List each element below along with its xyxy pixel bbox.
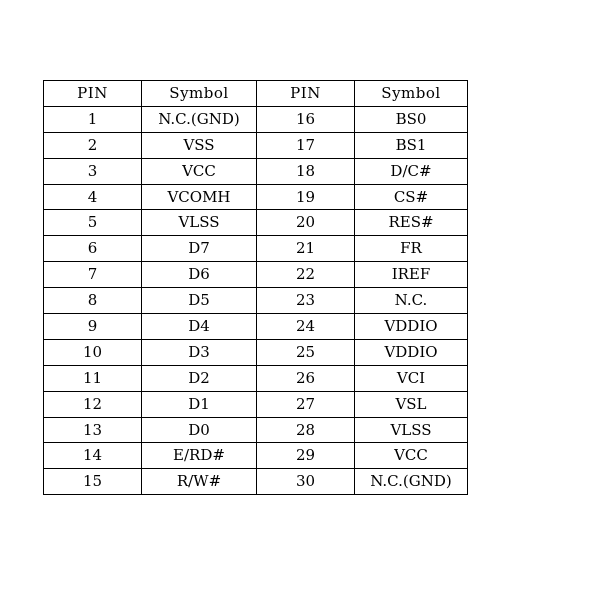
pin-number-cell: 8 (44, 288, 142, 314)
table-row (44, 184, 468, 210)
symbol-cell: D3 (142, 339, 257, 365)
symbol-cell: VLSS (355, 417, 468, 443)
pin-number-cell: 29 (257, 443, 355, 469)
symbol-cell: VSS (142, 132, 257, 158)
symbol-cell: BS1 (355, 132, 468, 158)
pin-number-cell: 21 (257, 236, 355, 262)
table-row (44, 314, 468, 340)
symbol-cell: VCI (355, 365, 468, 391)
table-body (44, 106, 468, 494)
symbol-cell: D6 (142, 262, 257, 288)
pin-number-cell: 28 (257, 417, 355, 443)
symbol-cell: D0 (142, 417, 257, 443)
symbol-cell: VLSS (142, 210, 257, 236)
symbol-cell: D/C# (355, 158, 468, 184)
symbol-cell: R/W# (142, 469, 257, 495)
pin-number-cell: 6 (44, 236, 142, 262)
symbol-cell: VDDIO (355, 314, 468, 340)
pin-number-cell: 14 (44, 443, 142, 469)
column-header-pin: PIN (44, 81, 142, 107)
symbol-cell: VSL (355, 391, 468, 417)
pin-number-cell: 7 (44, 262, 142, 288)
symbol-cell: RES# (355, 210, 468, 236)
column-header-symbol: Symbol (355, 81, 468, 107)
pin-number-cell: 3 (44, 158, 142, 184)
table-row (44, 210, 468, 236)
pin-number-cell: 15 (44, 469, 142, 495)
column-header-symbol: Symbol (142, 81, 257, 107)
symbol-cell: D5 (142, 288, 257, 314)
symbol-cell: BS0 (355, 106, 468, 132)
pin-number-cell: 11 (44, 365, 142, 391)
pin-number-cell: 23 (257, 288, 355, 314)
symbol-cell: IREF (355, 262, 468, 288)
pin-number-cell: 13 (44, 417, 142, 443)
pin-number-cell: 30 (257, 469, 355, 495)
symbol-cell: N.C. (355, 288, 468, 314)
pin-number-cell: 22 (257, 262, 355, 288)
symbol-cell: D7 (142, 236, 257, 262)
pin-number-cell: 12 (44, 391, 142, 417)
table-row (44, 158, 468, 184)
symbol-cell: VCC (355, 443, 468, 469)
pin-number-cell: 18 (257, 158, 355, 184)
table-row (44, 262, 468, 288)
pin-number-cell: 20 (257, 210, 355, 236)
table-row (44, 339, 468, 365)
symbol-cell: VCC (142, 158, 257, 184)
pin-number-cell: 25 (257, 339, 355, 365)
table-row (44, 417, 468, 443)
table-row (44, 365, 468, 391)
symbol-cell: N.C.(GND) (142, 106, 257, 132)
table-row (44, 288, 468, 314)
table-row (44, 132, 468, 158)
pin-number-cell: 26 (257, 365, 355, 391)
pin-number-cell: 4 (44, 184, 142, 210)
pin-number-cell: 19 (257, 184, 355, 210)
table-row (44, 236, 468, 262)
table-row (44, 391, 468, 417)
symbol-cell: VCOMH (142, 184, 257, 210)
table-row (44, 106, 468, 132)
table-header-row (44, 81, 468, 107)
column-header-pin: PIN (257, 81, 355, 107)
pin-number-cell: 1 (44, 106, 142, 132)
symbol-cell: D2 (142, 365, 257, 391)
symbol-cell: D4 (142, 314, 257, 340)
table-row (44, 443, 468, 469)
symbol-cell: CS# (355, 184, 468, 210)
pin-number-cell: 9 (44, 314, 142, 340)
pin-number-cell: 24 (257, 314, 355, 340)
pin-assignment-table (43, 80, 468, 495)
symbol-cell: VDDIO (355, 339, 468, 365)
pin-number-cell: 10 (44, 339, 142, 365)
symbol-cell: FR (355, 236, 468, 262)
pin-number-cell: 27 (257, 391, 355, 417)
symbol-cell: E/RD# (142, 443, 257, 469)
symbol-cell: N.C.(GND) (355, 469, 468, 495)
pin-number-cell: 17 (257, 132, 355, 158)
pin-number-cell: 2 (44, 132, 142, 158)
symbol-cell: D1 (142, 391, 257, 417)
pin-number-cell: 5 (44, 210, 142, 236)
table-row (44, 469, 468, 495)
pin-number-cell: 16 (257, 106, 355, 132)
